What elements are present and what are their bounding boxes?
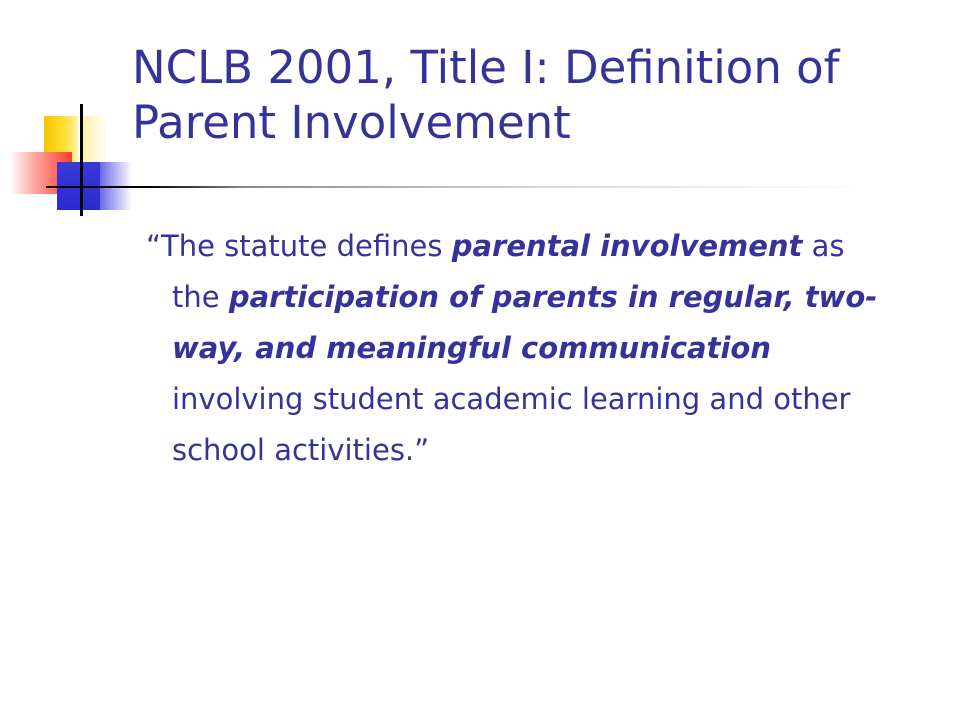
yellow-square-fade bbox=[80, 116, 108, 162]
quote-emphasis: participation of parents in regular, two-way, and meaningful communication bbox=[172, 280, 878, 365]
quote-emphasis: parental involvement bbox=[451, 229, 803, 263]
quote-body bbox=[146, 221, 892, 476]
vertical-rule bbox=[80, 104, 83, 216]
quote-segment: as the bbox=[172, 229, 845, 314]
slide-title: NCLB 2001, Title I: Definition of Parent Involvement bbox=[132, 41, 840, 149]
corner-decoration bbox=[0, 0, 140, 230]
quote-segment: involving student academic learning and other school activities.” bbox=[172, 382, 851, 467]
quote-segment: “The statute defines bbox=[146, 229, 452, 263]
title-underline bbox=[46, 186, 866, 188]
